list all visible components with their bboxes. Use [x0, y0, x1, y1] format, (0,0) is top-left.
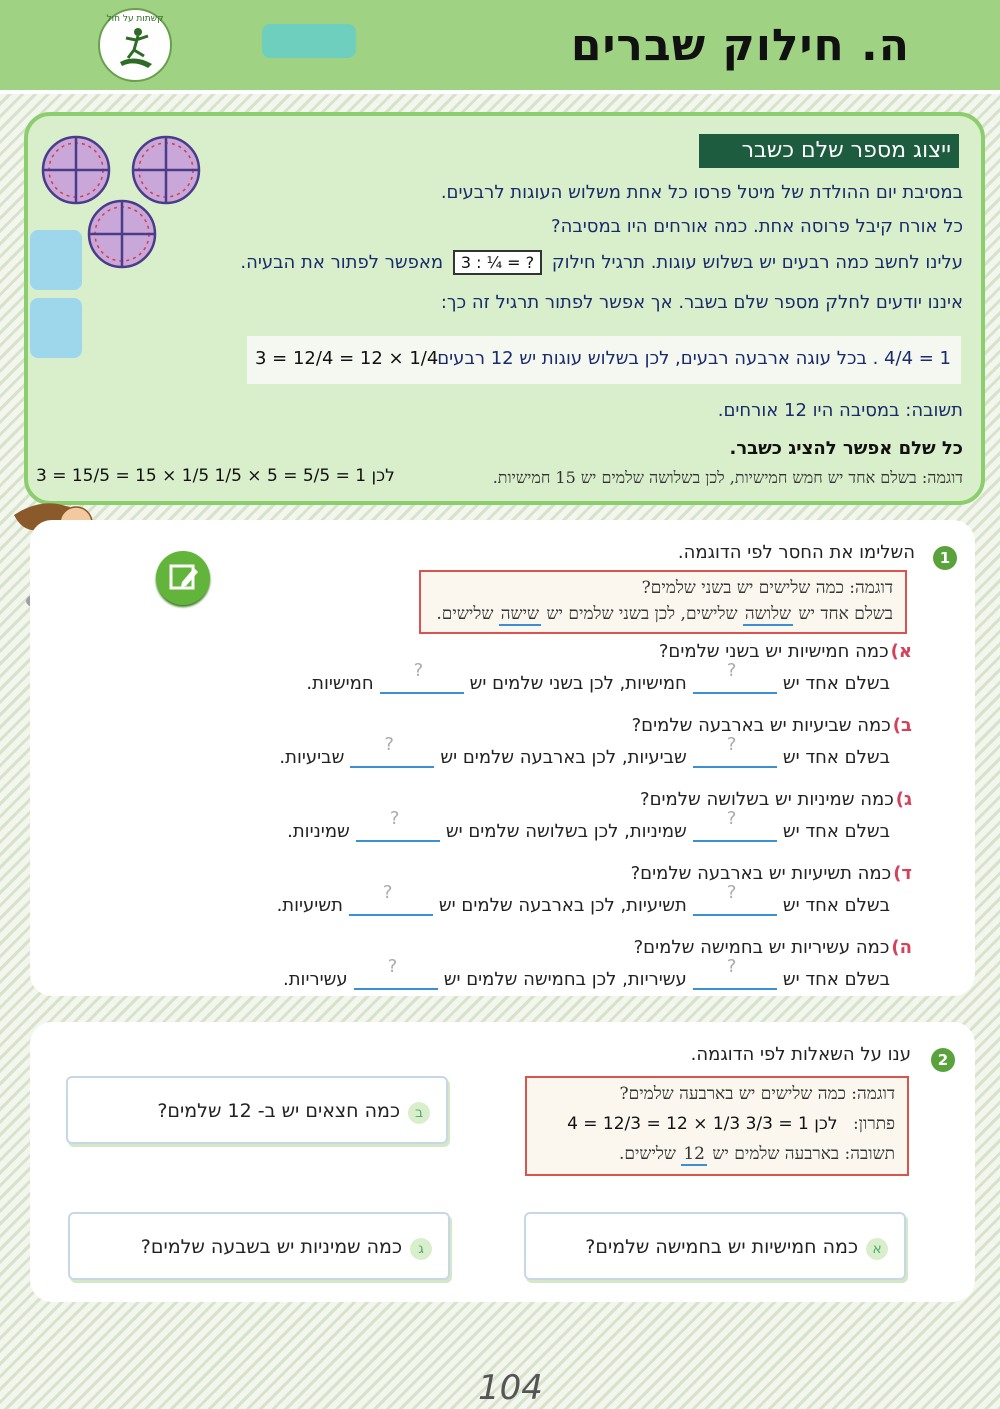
calculation-band — [247, 336, 961, 384]
paragraph: איננו יודעים לחלק מספר שלם בשבר. אך אפשר לפתור תרגיל זה כך: — [440, 292, 963, 313]
answer-blank-mark: ? — [726, 956, 737, 977]
example-text: בשלם אחד יש — [798, 604, 893, 624]
answer-line-b — [279, 734, 890, 768]
example-line — [436, 604, 893, 624]
question-box-c[interactable] — [68, 1212, 450, 1280]
page-number: 104 — [478, 1368, 543, 1408]
example-line — [619, 1144, 895, 1164]
question-text: כמה עשיריות יש בחמישה שלמים? — [633, 937, 890, 958]
cake-icon — [133, 137, 199, 203]
example-line: דוגמה: כמה שלישים יש בארבעה שלמים? — [619, 1084, 895, 1104]
question-letter: א — [866, 1238, 888, 1260]
example-equation: 3 = 15/5 = 15 × 1/5 לכן 1 = 5/5 = 5 × 1/5 — [36, 466, 395, 486]
answer-blank-mark: ? — [413, 660, 424, 681]
question-c — [640, 789, 912, 810]
answer-text: בשלם אחד יש — [782, 673, 890, 694]
example-text: תשובה: בארבעה שלמים יש — [712, 1144, 895, 1164]
answer-text: תשיעיות. — [276, 895, 343, 916]
question-box-a[interactable] — [524, 1212, 906, 1280]
question-a — [659, 641, 912, 662]
question-letter: ב) — [892, 715, 912, 736]
answer-blank[interactable] — [693, 882, 777, 916]
example-line: דוגמה: כמה שלישים יש בשני שלמים? — [641, 578, 893, 598]
answer-text: שביעיות. — [279, 747, 345, 768]
question-text: כמה חמישיות יש בחמישה שלמים? — [585, 1236, 858, 1258]
example-text: דוגמה: בשלם אחד יש חמש חמישיות, לכן בשלושה שלמים יש 15 חמישיות. — [492, 468, 963, 487]
question-text: כמה תשיעיות יש בארבעה שלמים? — [630, 863, 892, 884]
calculation-text: 1 = 4/4 . בכל עוגה ארבעה רבעים, לכן בשלוש עוגות יש 12 רבעים. — [431, 348, 951, 369]
answer-text: בשלם אחד יש — [782, 747, 890, 768]
example-underlined: שישה — [500, 604, 540, 624]
side-tab[interactable] — [30, 298, 82, 358]
answer-text: עשיריות, לכן בחמישה שלמים יש — [443, 969, 687, 990]
exercise-number: 2 — [931, 1048, 955, 1072]
pencil-icon — [156, 551, 210, 605]
paragraph — [240, 250, 963, 275]
answer-blank[interactable] — [349, 882, 433, 916]
intro-section — [24, 112, 985, 505]
answer-line-e — [283, 956, 890, 990]
question-box-b[interactable] — [66, 1076, 448, 1144]
answer-line-d — [276, 882, 890, 916]
page-header — [0, 0, 1000, 94]
logo — [98, 8, 172, 82]
section-title: ייצוג מספר שלם כשבר — [699, 134, 959, 168]
answer-blank-mark: ? — [726, 808, 737, 829]
answer-text: בשלם אחד יש — [782, 821, 890, 842]
exercise-instruction: השלימו את החסר לפי הדוגמה. — [677, 542, 915, 563]
question-text: כמה חצאים יש ב- 12 שלמים? — [157, 1100, 400, 1122]
example-box — [525, 1076, 909, 1176]
question-d — [631, 863, 912, 884]
paragraph: כל אורח קיבל פרוסה אחת. כמה אורחים היו במסיבה? — [551, 216, 963, 237]
question-letter: ה) — [891, 937, 912, 958]
example-equation: 4 = 12/3 = 12 × 1/3 לכן 1 = 3/3 — [567, 1114, 838, 1134]
answer-text: שמיניות. — [287, 821, 350, 842]
exercise-2-section — [30, 1022, 975, 1302]
page-title: ה. חילוק שברים — [570, 20, 910, 71]
answer-blank-mark: ? — [382, 882, 393, 903]
division-exercise-box: 3 : ¼ = ? — [453, 250, 542, 275]
answer-blank[interactable] — [354, 956, 438, 990]
question-letter: ג — [410, 1238, 432, 1260]
answer-text: תשובה: במסיבה היו 12 אורחים. — [717, 400, 963, 421]
question-e — [634, 937, 912, 958]
question-letter: ג) — [895, 789, 912, 810]
paragraph-text: מאפשר לפתור את הבעיה. — [240, 252, 444, 273]
answer-blank-mark: ? — [389, 808, 400, 829]
question-letter: א) — [890, 641, 912, 662]
answer-blank[interactable] — [693, 808, 777, 842]
example-line — [567, 1114, 895, 1134]
answer-text: בשלם אחד יש — [782, 895, 890, 916]
surfer-icon — [100, 10, 170, 80]
answer-blank[interactable] — [356, 808, 440, 842]
example-text: שלישים. — [436, 604, 494, 624]
question-b — [632, 715, 912, 736]
answer-text: חמישיות. — [306, 673, 374, 694]
answer-text: עשיריות. — [283, 969, 348, 990]
answer-blank[interactable] — [693, 734, 777, 768]
calculation-equation: 3 = 12/4 = 12 × 1/4 — [255, 348, 439, 369]
example-box — [419, 570, 907, 634]
header-teal-tab — [262, 24, 356, 58]
question-letter: ד) — [893, 863, 912, 884]
logo-text: קשתות על חול — [106, 14, 164, 24]
rule-text: כל שלם אפשר להציג כשבר. — [729, 438, 963, 459]
cake-icon — [43, 137, 109, 203]
example-text: פתרון: — [852, 1114, 895, 1134]
answer-blank-mark: ? — [384, 734, 394, 755]
example-underlined: 12 — [683, 1144, 705, 1164]
question-text: כמה שמיניות יש בשבעה שלמים? — [140, 1236, 402, 1258]
paragraph-text: עלינו לחשב כמה רבעים יש בשלוש עוגות. תרגיל חילוק — [551, 252, 963, 273]
exercise-instruction: ענו על השאלות לפי הדוגמה. — [690, 1044, 911, 1065]
paragraph: במסיבת יום ההולדת של מיטל פרסו כל אחת משלוש העוגות לרבעים. — [440, 182, 963, 203]
exercise-number: 1 — [933, 546, 957, 570]
answer-blank-mark: ? — [387, 956, 398, 977]
question-text: כמה שביעיות יש בארבעה שלמים? — [631, 715, 891, 736]
answer-blank-mark: ? — [726, 882, 737, 903]
example-underlined: שלושה — [744, 604, 792, 624]
answer-text: בשלם אחד יש — [782, 969, 890, 990]
question-text: כמה שמיניות יש בשלושה שלמים? — [640, 789, 894, 810]
answer-blank-mark: ? — [726, 734, 737, 755]
question-letter: ב — [408, 1102, 430, 1124]
answer-text: תשיעיות, לכן בארבעה שלמים יש — [438, 895, 687, 916]
example-text: שלישים. — [618, 1144, 676, 1164]
answer-line-a — [306, 660, 890, 694]
answer-blank[interactable] — [380, 660, 464, 694]
answer-blank[interactable] — [693, 660, 777, 694]
answer-blank-mark: ? — [726, 660, 737, 681]
example-text: שלישים, לכן בשני שלמים יש — [546, 604, 738, 624]
answer-line-c — [287, 808, 890, 842]
answer-text: שביעיות, לכן בארבעה שלמים יש — [440, 747, 687, 768]
side-tab[interactable] — [30, 230, 82, 290]
answer-blank[interactable] — [350, 734, 434, 768]
cake-icon — [89, 201, 155, 267]
question-text: כמה חמישיות יש בשני שלמים? — [658, 641, 889, 662]
answer-text: שמיניות, לכן בשלושה שלמים יש — [445, 821, 687, 842]
answer-text: חמישיות, לכן בשני שלמים יש — [469, 673, 687, 694]
answer-blank[interactable] — [693, 956, 777, 990]
